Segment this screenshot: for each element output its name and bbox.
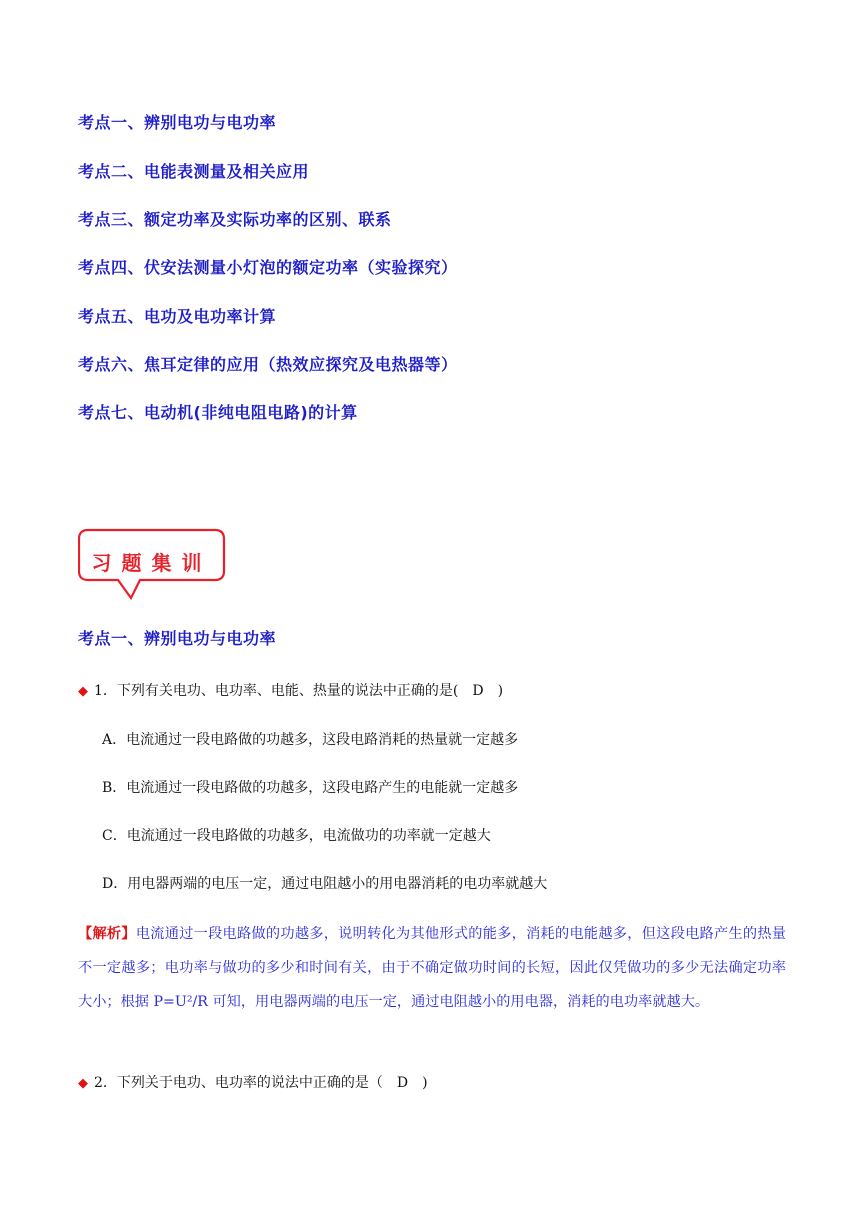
- analysis-paragraph: [78, 917, 786, 1019]
- diamond-bullet-icon: ◆: [78, 684, 88, 699]
- topic-6: 考点六、焦耳定律的应用（热效应探究及电热器等）: [78, 355, 458, 374]
- topic-1: 考点一、辨别电功与电功率: [78, 113, 277, 132]
- analysis-text: 电流通过一段电路做的功越多，说明转化为其他形式的能多，消耗的电能越多，但这段电路产生的热量不一定越多；电功率与做功的多少和时间有关，由于不确定做功时间的长短，因此仅凭做功的多少无法确定功率大小；根据 P=U²/R 可知，用电器两端的电压一定，通过电阻越小的用电器，消耗的电功率就越大。: [78, 926, 786, 1010]
- option-d: D．用电器两端的电压一定，通过电阻越小的用电器消耗的电功率就越大: [102, 876, 548, 892]
- question-2-text: 2．下列关于电功、电功率的说法中正确的是（ D ): [94, 1075, 428, 1091]
- topic-3: 考点三、额定功率及实际功率的区别、联系: [78, 210, 392, 229]
- exercise-badge: [78, 528, 228, 602]
- analysis-tag: 【解析】: [78, 926, 136, 942]
- badge-label: 习题集训: [91, 551, 212, 575]
- topic-4: 考点四、伏安法测量小灯泡的额定功率（实验探究）: [78, 258, 458, 277]
- topic-5: 考点五、电功及电功率计算: [78, 307, 277, 326]
- section-title: 考点一、辨别电功与电功率: [78, 629, 277, 648]
- question-1: [78, 680, 503, 700]
- diamond-bullet-icon: ◆: [78, 1076, 88, 1091]
- topic-2: 考点二、电能表测量及相关应用: [78, 162, 310, 181]
- question-1-text: 1．下列有关电功、电功率、电能、热量的说法中正确的是( D ): [94, 683, 504, 699]
- option-a: A．电流通过一段电路做的功越多，这段电路消耗的热量就一定越多: [102, 732, 519, 748]
- option-c: C．电流通过一段电路做的功越多，电流做功的功率就一定越大: [102, 828, 491, 844]
- topic-7: 考点七、电动机(非纯电阻电路)的计算: [78, 403, 358, 422]
- question-2: [78, 1072, 428, 1092]
- option-b: B．电流通过一段电路做的功越多，这段电路产生的电能就一定越多: [102, 780, 519, 796]
